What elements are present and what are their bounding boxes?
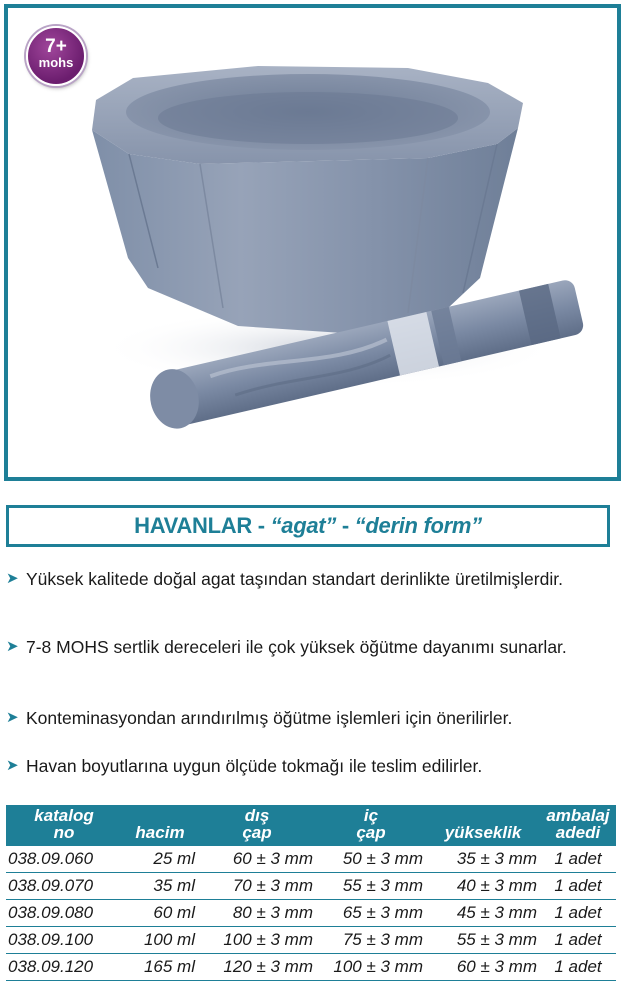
cell-ic-cap: 100 ± 3 mm [316, 954, 426, 981]
table-row [6, 927, 616, 954]
col-header-hacim: hacim [122, 805, 198, 845]
chevron-right-icon: ➤ [6, 709, 19, 726]
feature-item [6, 568, 563, 590]
cell-yukseklik: 60 ± 3 mm [426, 954, 540, 981]
cell-dis-cap: 100 ± 3 mm [198, 927, 316, 954]
cell-dis-cap: 60 ± 3 mm [198, 845, 316, 873]
chevron-right-icon: ➤ [6, 757, 19, 774]
title-part4: “derin form” [354, 513, 482, 538]
cell-ambalaj: 1 adet [540, 900, 616, 927]
cell-ambalaj: 1 adet [540, 954, 616, 981]
table-row [6, 845, 616, 873]
table-row [6, 900, 616, 927]
cell-hacim: 35 ml [122, 873, 198, 900]
title-part2: “agat” [270, 513, 337, 538]
table-row [6, 873, 616, 900]
title-part1: HAVANLAR - [134, 513, 271, 538]
cell-dis-cap: 70 ± 3 mm [198, 873, 316, 900]
col-header-yukseklik: yükseklik [426, 805, 540, 845]
product-title [6, 505, 610, 547]
cell-hacim: 100 ml [122, 927, 198, 954]
cell-dis-cap: 120 ± 3 mm [198, 954, 316, 981]
col-header-dis-cap: dış çap [198, 805, 316, 845]
cell-hacim: 165 ml [122, 954, 198, 981]
badge-value: 7+ [45, 36, 67, 57]
cell-katalog: 038.09.120 [6, 954, 122, 981]
table-row [6, 954, 616, 981]
cell-katalog: 038.09.080 [6, 900, 122, 927]
cell-hacim: 60 ml [122, 900, 198, 927]
feature-text: Havan boyutlarına uygun ölçüde tokmağı ile teslim edilirler. [26, 756, 483, 776]
badge-unit: mohs [38, 55, 74, 70]
cell-katalog: 038.09.060 [6, 845, 122, 873]
feature-item [6, 636, 567, 658]
spec-table [6, 805, 616, 981]
cell-yukseklik: 35 ± 3 mm [426, 845, 540, 873]
cell-yukseklik: 55 ± 3 mm [426, 927, 540, 954]
product-photo-frame [4, 4, 621, 481]
cell-hacim: 25 ml [122, 845, 198, 873]
cell-ambalaj: 1 adet [540, 927, 616, 954]
cell-katalog: 038.09.100 [6, 927, 122, 954]
hardness-badge [26, 26, 86, 86]
cell-yukseklik: 40 ± 3 mm [426, 873, 540, 900]
title-part3: - [336, 513, 355, 538]
cell-ic-cap: 55 ± 3 mm [316, 873, 426, 900]
feature-text: Konteminasyondan arındırılmış öğütme işlemleri için önerilirler. [26, 708, 513, 728]
cell-ambalaj: 1 adet [540, 845, 616, 873]
feature-text: 7-8 MOHS sertlik dereceleri ile çok yüksek öğütme dayanımı sunarlar. [26, 637, 567, 657]
cell-ambalaj: 1 adet [540, 873, 616, 900]
cell-dis-cap: 80 ± 3 mm [198, 900, 316, 927]
cell-ic-cap: 50 ± 3 mm [316, 845, 426, 873]
col-header-ic-cap: iç çap [316, 805, 426, 845]
table-header-row [6, 805, 616, 845]
cell-ic-cap: 75 ± 3 mm [316, 927, 426, 954]
agate-mortar-pestle-image [8, 8, 617, 477]
cell-ic-cap: 65 ± 3 mm [316, 900, 426, 927]
chevron-right-icon: ➤ [6, 570, 19, 587]
cell-katalog: 038.09.070 [6, 873, 122, 900]
cell-yukseklik: 45 ± 3 mm [426, 900, 540, 927]
chevron-right-icon: ➤ [6, 638, 19, 655]
feature-item [6, 755, 482, 777]
col-header-katalog: katalog no [6, 805, 122, 845]
col-header-ambalaj: ambalaj adedi [540, 805, 616, 845]
feature-text: Yüksek kalitede doğal agat taşından standart derinlikte üretilmişlerdir. [26, 569, 563, 589]
feature-item [6, 707, 512, 729]
